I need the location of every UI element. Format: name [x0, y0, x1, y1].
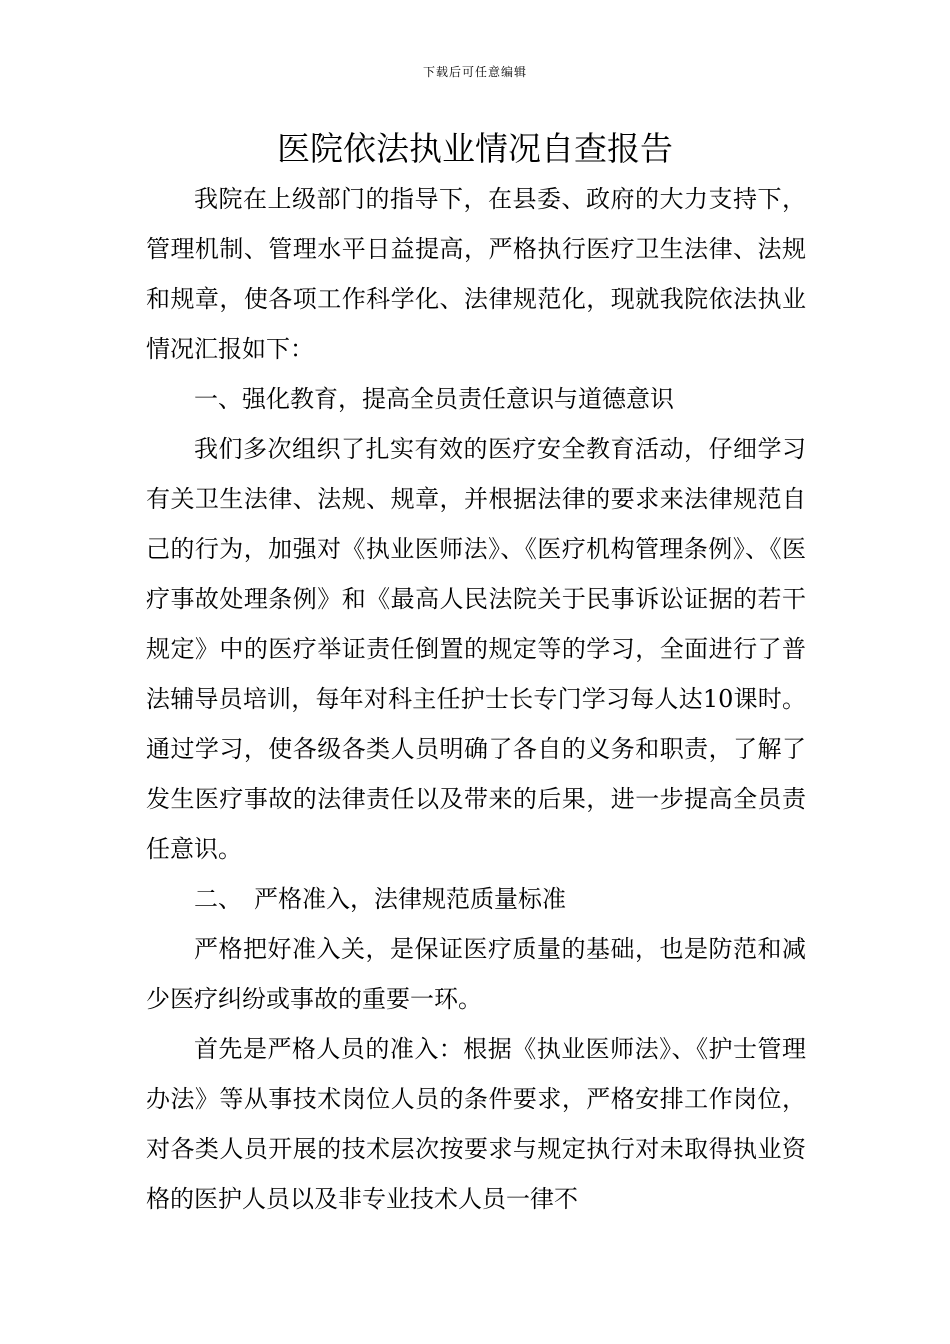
document-title: 医院依法执业情况自查报告	[277, 129, 673, 168]
section-heading-2: 二、 严格准入，法律规范质量标准	[194, 885, 566, 913]
section-heading-1: 一、强化教育，提高全员责任意识与道德意识	[194, 385, 674, 413]
document-body	[146, 174, 806, 1224]
paragraph-access-basis: 严格把好准入关，是保证医疗质量的基础，也是防范和减少医疗纠纷或事故的重要一环。	[146, 935, 806, 1013]
paragraph-education: 我们多次组织了扎实有效的医疗安全教育活动，仔细学习有关卫生法律、法规、规章，并根据法律的要求来法律规范自己的行为，加强对《执业医师法》、《医疗机构管理条例》、《医疗事故处理条例》和《最高人民法院关于民事诉讼证据的若干规定》中的医疗举证责任倒置的规定等的学习，全面进行了普法辅导员培训，每年对科主任护士长专门学习每人达10课时。通过学习，使各级各类人员明确了各自的义务和职责，了解了发生医疗事故的法律责任以及带来的后果，进一步提高全员责任意识。	[146, 435, 806, 863]
paragraph-intro: 我院在上级部门的指导下，在县委、政府的大力支持下，管理机制、管理水平日益提高，严格执行医疗卫生法律、法规和规章，使各项工作科学化、法律规范化，现就我院依法执业情况汇报如下：	[146, 185, 806, 363]
paragraph-personnel-access: 首先是严格人员的准入：根据《执业医师法》、《护士管理办法》等从事技术岗位人员的条件要求，严格安排工作岗位，对各类人员开展的技术层次按要求与规定执行对未取得执业资格的医护人员以及非专业技术人员一律不	[146, 1035, 806, 1213]
header-note: 下载后可任意编辑	[422, 65, 527, 79]
